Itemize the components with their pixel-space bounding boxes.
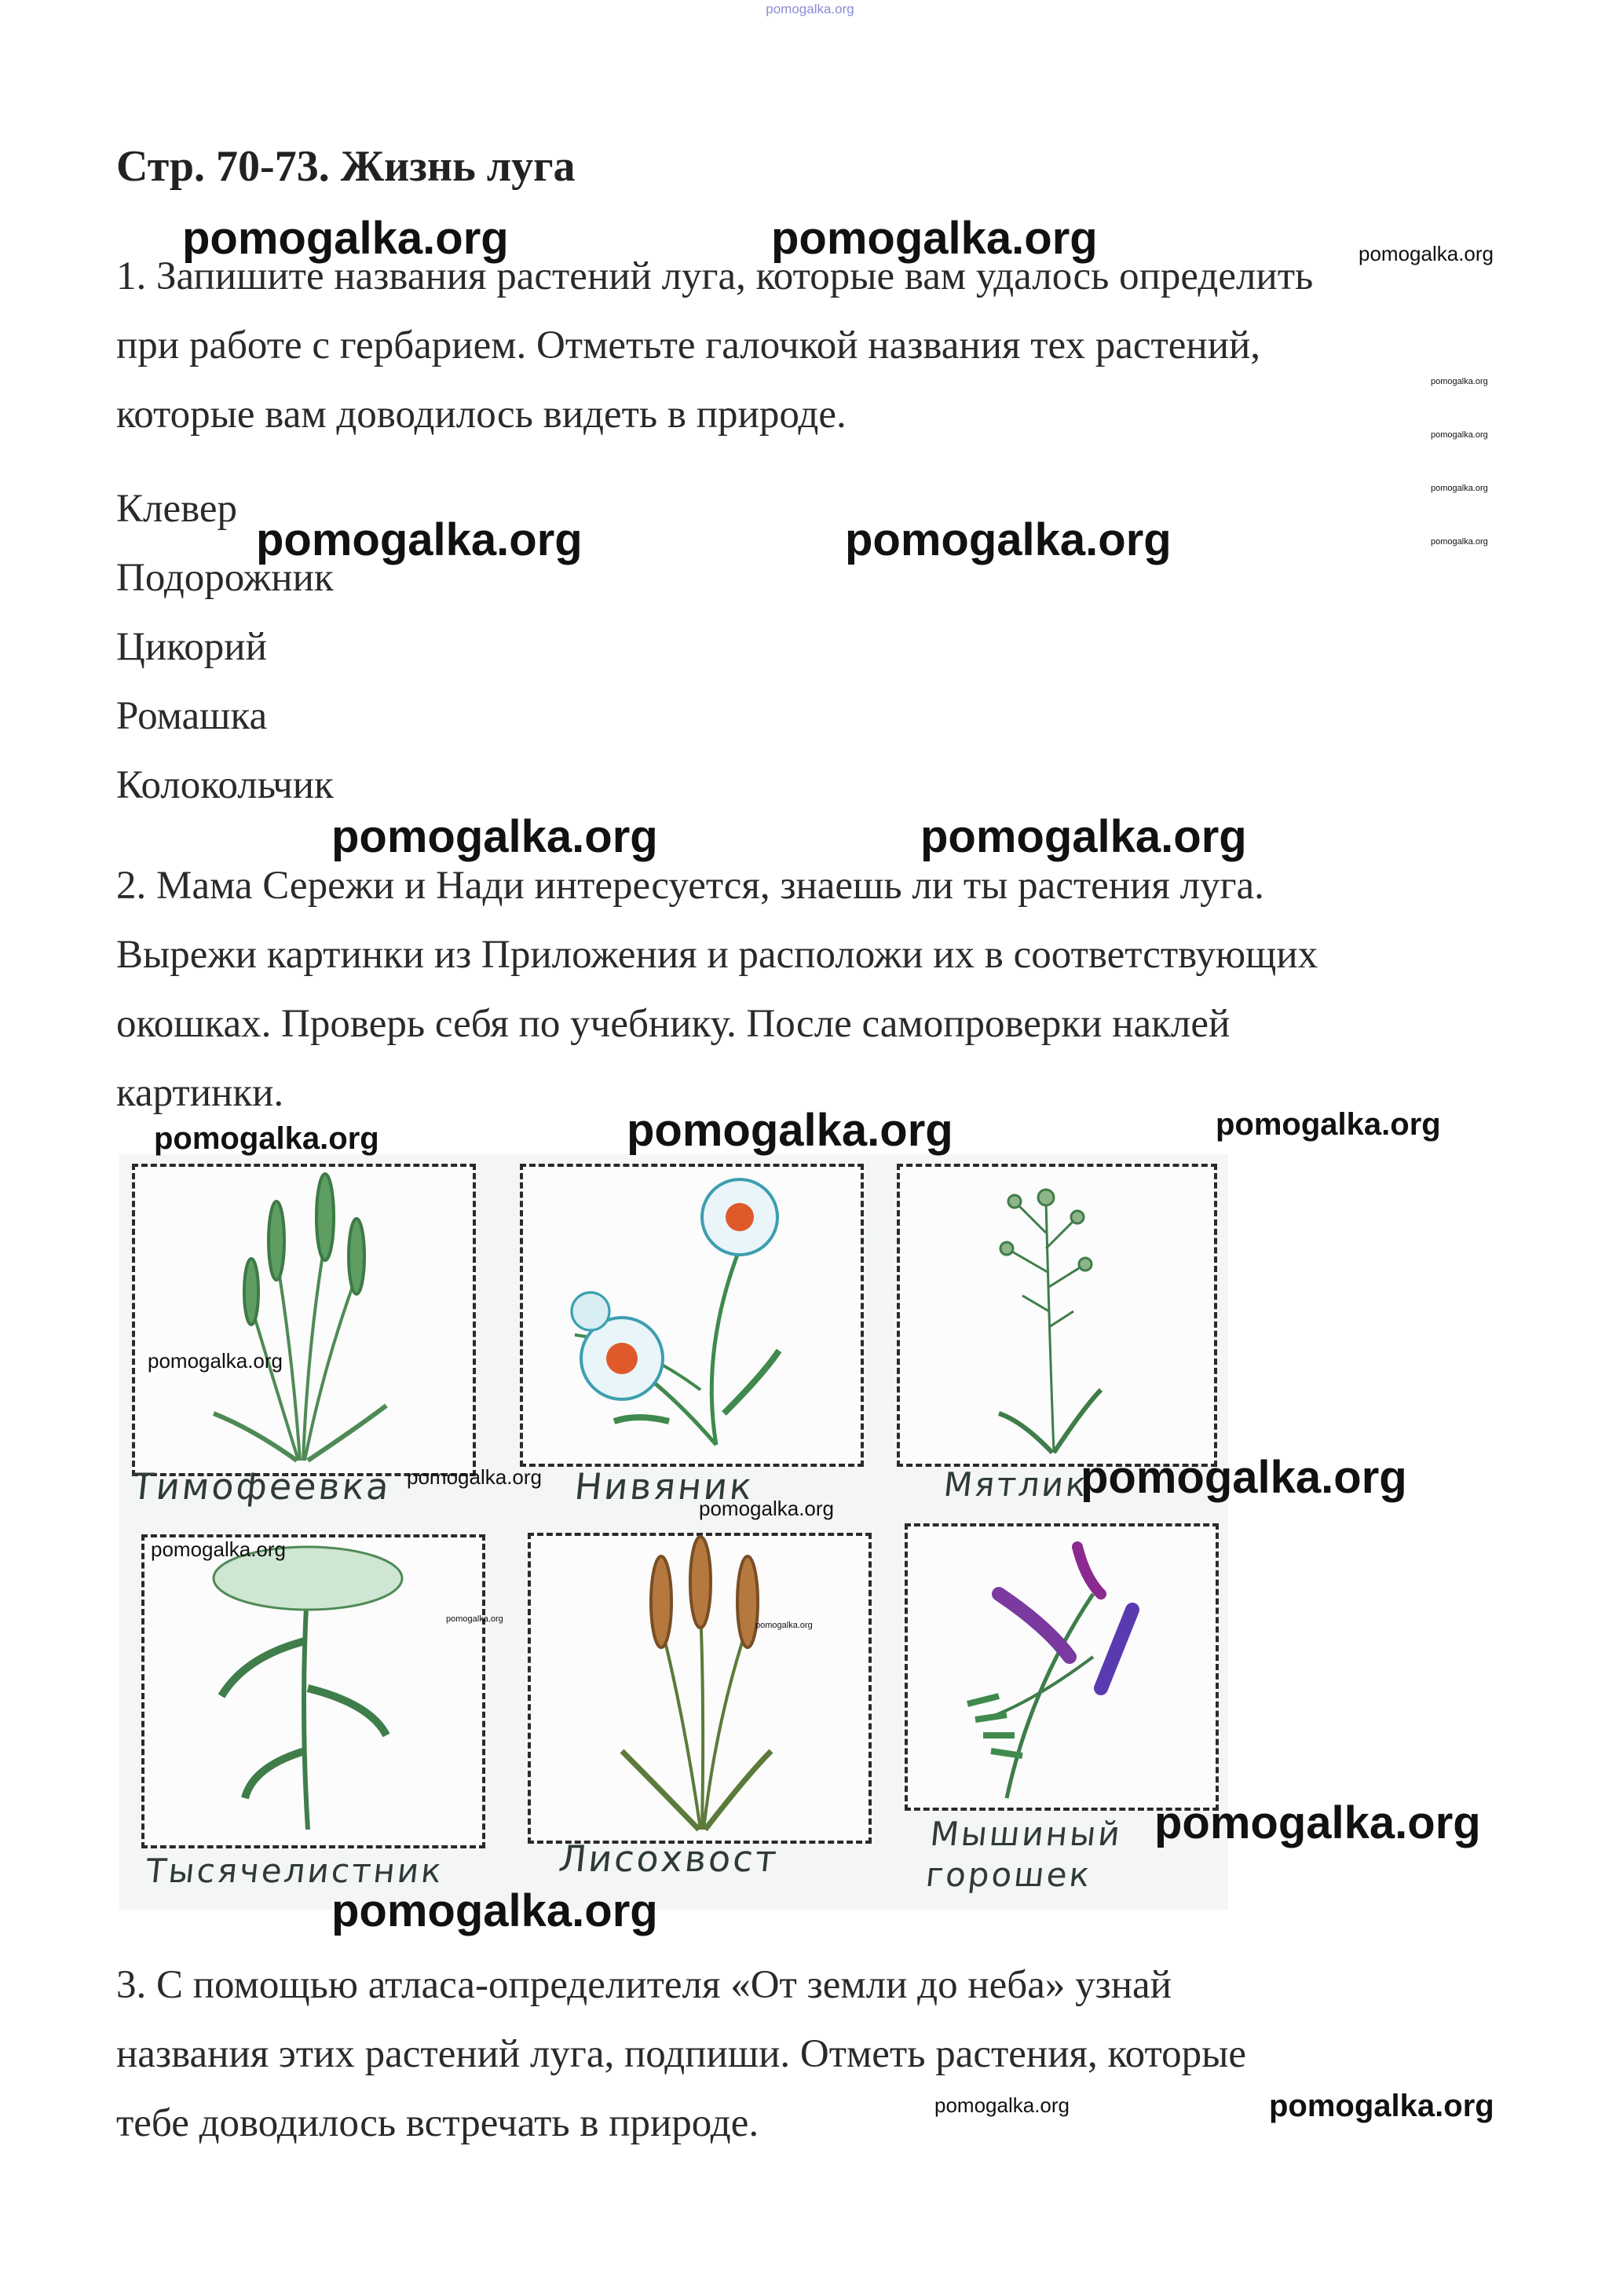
list-item: Клевер — [116, 487, 238, 531]
yarrow-icon — [214, 1547, 402, 1830]
watermark: pomogalka.org — [1431, 484, 1488, 493]
watermark: pomogalka.org — [1216, 1107, 1441, 1142]
watermark: pomogalka.org — [1081, 1452, 1407, 1503]
vetch-icon — [967, 1547, 1132, 1798]
watermark: pomogalka.org — [755, 1621, 813, 1630]
bluegrass-icon — [999, 1190, 1101, 1453]
timothy-grass-icon — [214, 1174, 386, 1461]
task2-line: окошках. Проверь себя по учебнику. После самопроверки наклей — [116, 1002, 1231, 1046]
watermark: pomogalka.org — [627, 1105, 953, 1156]
watermark: pomogalka.org — [1431, 537, 1488, 547]
foxtail-icon — [622, 1537, 771, 1830]
plant-cards-photo — [119, 1154, 1228, 1910]
watermark: pomogalka.org — [331, 1885, 658, 1936]
watermark: pomogalka.org — [934, 2093, 1070, 2117]
plant-label-vetch — [924, 1814, 1124, 1896]
watermark: pomogalka.org — [407, 1465, 542, 1489]
watermark: pomogalka.org — [699, 1497, 834, 1520]
watermark: pomogalka.org — [1269, 2089, 1494, 2123]
plant-illustrations — [119, 1154, 1228, 1910]
plant-label-foxtail: Лисохвост — [557, 1837, 781, 1880]
list-item: Колокольчик — [116, 763, 334, 807]
task1-line: 1. Запишите названия растений луга, которые вам удалось определить — [116, 254, 1314, 298]
plant-label-daisy: Нивяник — [572, 1465, 756, 1508]
watermark: pomogalka.org — [1431, 377, 1488, 386]
task2-text — [116, 851, 1514, 1128]
watermark: pomogalka.org — [151, 1537, 286, 1561]
task3-line: названия этих растений луга, подпиши. Отметь растения, которые — [116, 2032, 1246, 2076]
task3-text — [116, 1951, 1514, 2158]
plant-label-vetch-line: горошек — [923, 1855, 1094, 1894]
oxeye-daisy-icon — [572, 1179, 779, 1445]
watermark: pomogalka.org — [182, 213, 509, 264]
watermark: pomogalka.org — [148, 1349, 283, 1373]
task3-line: 3. С помощью атласа-определителя «От земли до неба» узнай — [116, 1963, 1172, 2007]
plant-label-vetch-line: Мышиный — [928, 1815, 1124, 1853]
watermark: pomogalka.org — [256, 514, 583, 565]
watermark: pomogalka.org — [446, 1614, 503, 1624]
watermark: pomogalka.org — [1359, 242, 1494, 265]
task3-line: тебе доводилось встречать в природе. — [116, 2101, 759, 2145]
task2-line: 2. Мама Сережи и Нади интересуется, знаешь ли ты растения луга. — [116, 864, 1264, 908]
task2-line: картинки. — [116, 1071, 284, 1115]
plant-label-timothy: Тимофеевка — [130, 1465, 393, 1508]
watermark: pomogalka.org — [1154, 1797, 1481, 1848]
watermark: pomogalka.org — [1431, 430, 1488, 440]
page-title: Стр. 70-73. Жизнь луга — [116, 142, 576, 191]
list-item: Подорожник — [116, 556, 334, 600]
task2-line: Вырежи картинки из Приложения и расположи их в соответствующих — [116, 933, 1318, 977]
watermark: pomogalka.org — [845, 514, 1172, 565]
top-watermark: pomogalka.org — [766, 2, 854, 16]
watermark: pomogalka.org — [331, 811, 658, 862]
watermark: pomogalka.org — [920, 811, 1247, 862]
watermark: pomogalka.org — [771, 213, 1098, 264]
list-item: Ромашка — [116, 694, 268, 738]
task1-text — [116, 242, 1514, 449]
plant-label-yarrow: Тысячелистник — [144, 1852, 446, 1890]
plant-label-bluegrass: Мятлик — [942, 1465, 1091, 1504]
list-item: Цикорий — [116, 625, 267, 669]
task1-line: при работе с гербарием. Отметьте галочкой названия тех растений, — [116, 324, 1261, 367]
watermark: pomogalka.org — [154, 1121, 379, 1156]
task1-line: которые вам доводилось видеть в природе. — [116, 393, 847, 437]
